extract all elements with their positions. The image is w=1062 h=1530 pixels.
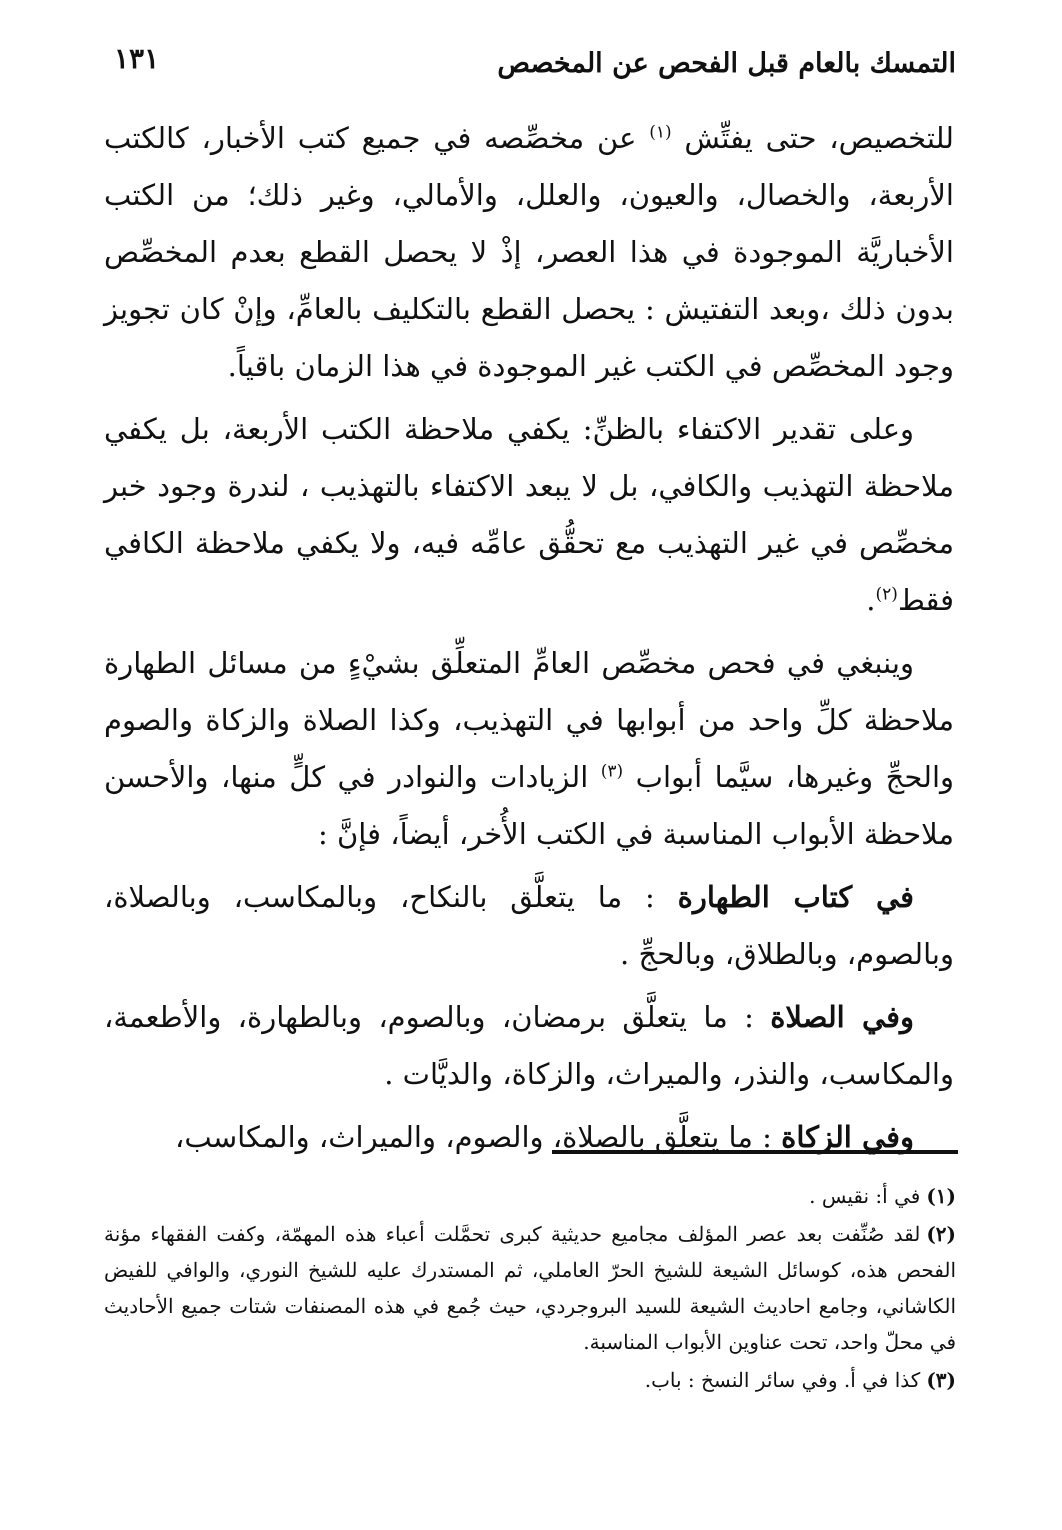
section-lead-zakah: وفي الزكاة [781, 1120, 914, 1154]
paragraph-2-text: وعلى تقدير الاكتفاء بالظنِّ: يكفي ملاحظة الكتب الأربعة، بل يكفي ملاحظة التهذيب والكافي، بل لا يبعد الاكتفاء بالتهذيب ، لندرة وجود خبر مخصِّص في غير التهذيب مع تحقُّق عامِّه فيه، ولا يكفي ملاحظة الكافي فقط [104, 412, 954, 617]
footnote-text: لقد صُنِّفت بعد عصر المؤلف مجاميع حديثية كبرى تحمَّلت أعباء هذه المهمّة، وكفت الفقهاء مؤنة الفحص هذه، كوسائل الشيعة للشيخ الحرّ العاملي، ثم المستدرك عليه للشيخ النوري، والوافي للفيض الكاشاني، وجامع احاديث الشيعة للسيد البروجردي، حيث جُمع في هذه المصنفات شتات جميع الأحاديث في محلّ واحد، تحت عناوين الأبواب المناسبة. [104, 1222, 956, 1354]
paragraph-zakah-text: : ما يتعلَّق بالصلاة، والصوم، والميراث، والمكاسب، [174, 1120, 772, 1154]
footnote-ref-1: (١) [649, 122, 672, 143]
paragraph-salah [104, 989, 954, 1103]
paragraph-3-rest: الزيادات والنوادر في كلٍّ منها، والأحسن ملاحظة الأبواب المناسبة في الكتب الأُخر، أيضاً، فإنَّ : [104, 760, 954, 851]
page-header [108, 42, 956, 92]
paragraph-taharah-text: : ما يتعلَّق بالنكاح، وبالمكاسب، وبالصلاة، وبالصوم، وبالطلاق، وبالحجِّ . [104, 880, 954, 971]
paragraph-1 [104, 110, 954, 395]
footnotes [104, 1178, 956, 1400]
footnote-number: (٣) [926, 1368, 956, 1392]
running-title: التمسك بالعام قبل الفحص عن المخصص [497, 48, 956, 79]
paragraph-salah-text: : ما يتعلَّق برمضان، وبالصوم، وبالطهارة، والأطعمة، والمكاسب، والنذر، والميراث، والزكاة، والديَّات . [104, 1000, 954, 1091]
footnote-1 [104, 1178, 956, 1214]
paragraph-taharah [104, 869, 954, 983]
paragraph-2 [104, 401, 954, 629]
footnote-text: في أ: نقيس . [809, 1184, 921, 1208]
footnote-number: (١) [926, 1184, 956, 1208]
footnote-number: (٢) [926, 1222, 956, 1246]
paragraph-3-start: وينبغي في فحص مخصِّص العامِّ المتعلِّق بشيْءٍ من مسائل الطهارة ملاحظة كلِّ واحد من أبوابها في التهذيب، وكذا الصلاة والزكاة والصوم والحجِّ وغيرها، سيَّما أبواب [104, 646, 955, 794]
paragraph-2-end: . [866, 583, 876, 617]
section-lead-taharah: في كتاب الطهارة [677, 880, 914, 914]
paragraph-1-rest: عن مخصِّصه في جميع كتب الأخبار، كالكتب الأربعة، والخصال، والعيون، والعلل، والأمالي، وغير ذلك؛ من الكتب الأخباريَّة الموجودة في هذا العصر، إذْ لا يحصل القطع بعدم المخصِّص بدون ذلك ،وبعد التفتيش : يحصل القطع بالتكليف بالعامِّ، وإنْ كان تجويز وجود المخصِّص في الكتب غير الموجودة في هذا الزمان باقياً. [104, 121, 954, 383]
main-text [104, 110, 954, 1172]
footnote-separator [552, 1150, 958, 1154]
footnote-ref-2: (٢) [875, 584, 898, 605]
footnote-2 [104, 1216, 956, 1360]
paragraph-3 [104, 635, 954, 863]
footnote-3 [104, 1362, 956, 1398]
footnote-ref-3: (٣) [600, 761, 624, 782]
section-lead-salah: وفي الصلاة [770, 1000, 914, 1034]
paragraph-zakah [104, 1109, 954, 1166]
footnote-text: كذا في أ. وفي سائر النسخ : باب. [644, 1368, 921, 1392]
paragraph-1-start: للتخصيص، حتى يفتِّش [684, 121, 955, 155]
page-number: ١٣١ [114, 42, 160, 75]
